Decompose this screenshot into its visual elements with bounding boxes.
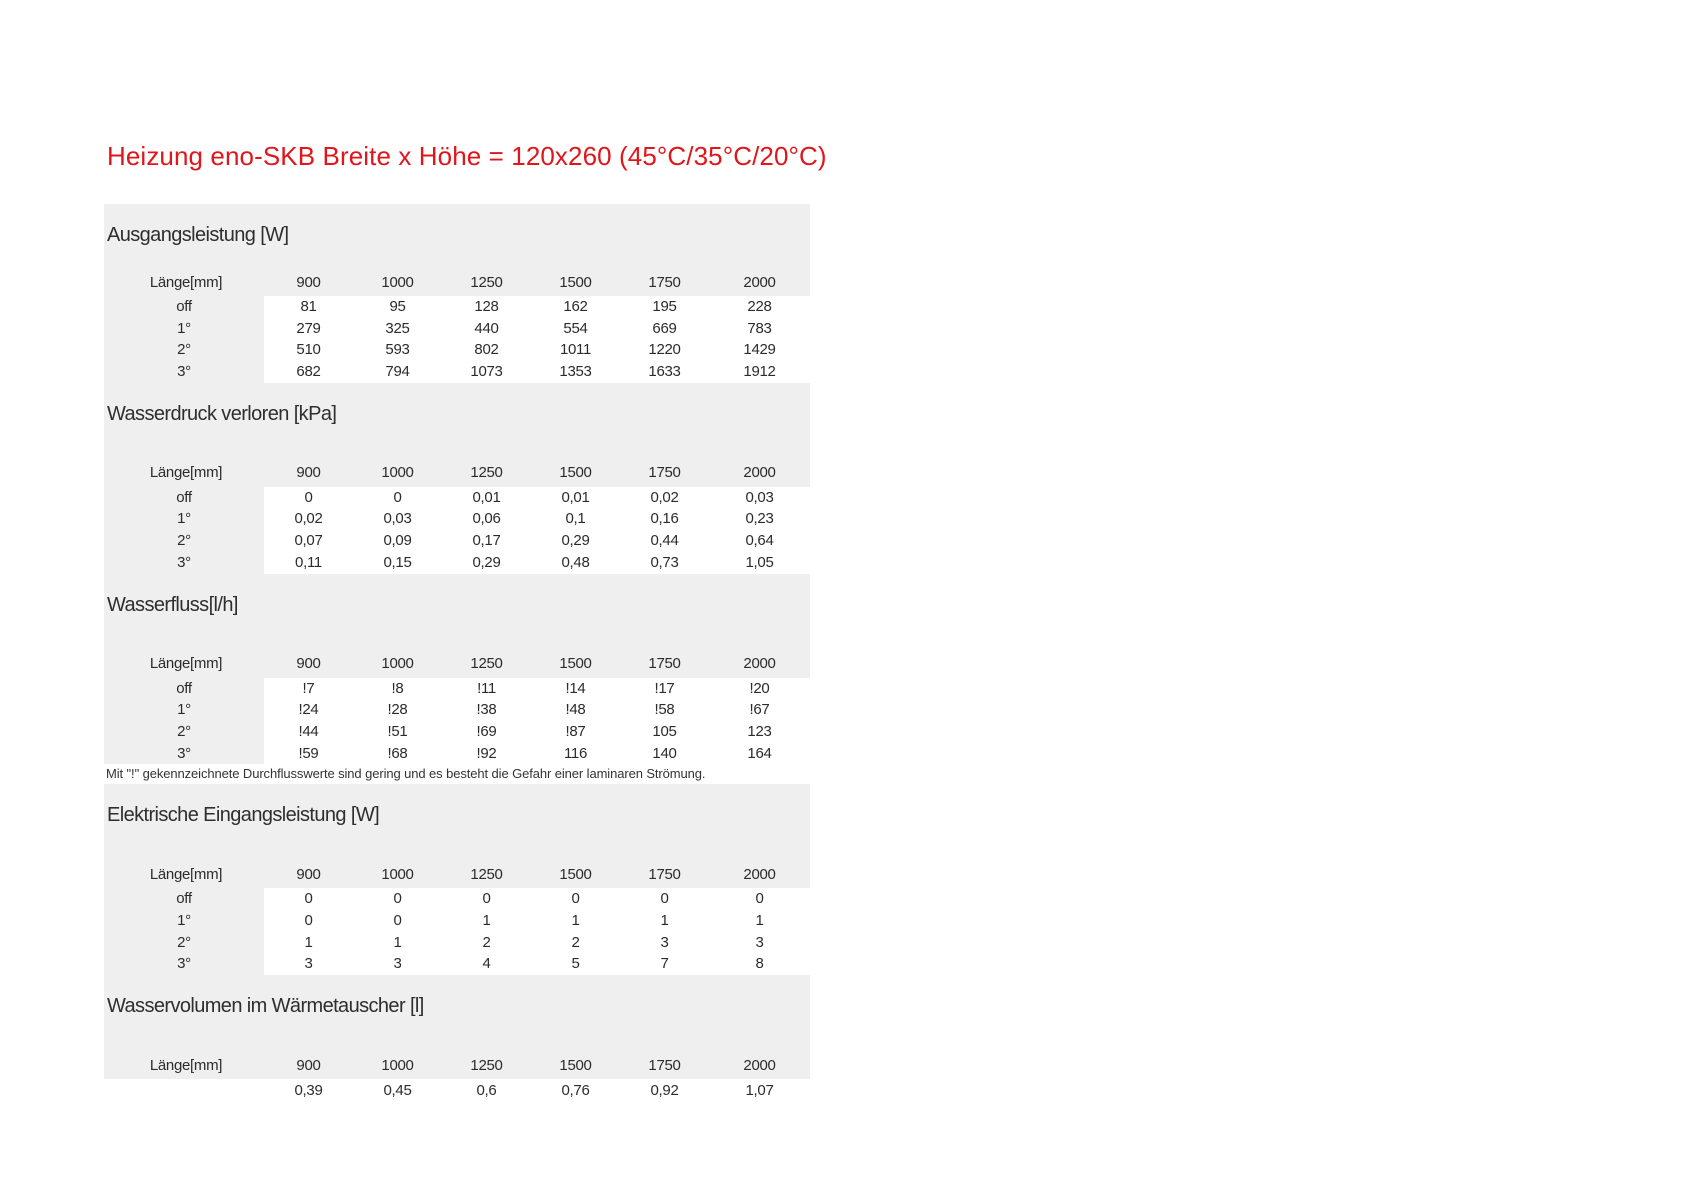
column-header: 1750: [648, 273, 681, 291]
cell: 0,03: [353, 508, 442, 530]
cell: 3: [353, 953, 442, 975]
column-header: 900: [296, 273, 321, 291]
row-label: off: [176, 890, 192, 908]
cell: 0: [353, 487, 442, 509]
cell: !58: [620, 699, 709, 721]
table-row: [104, 361, 810, 383]
cell: 440: [442, 318, 531, 340]
row-label: 2°: [177, 933, 191, 951]
cell: 0,16: [620, 508, 709, 530]
cell: !7: [264, 678, 353, 700]
column-header: 1750: [648, 655, 681, 672]
cell: 1353: [531, 361, 620, 383]
cell: 0,76: [561, 1082, 590, 1099]
column-header: 1000: [381, 1056, 414, 1074]
cell: 0,64: [709, 530, 810, 552]
row-label: off: [176, 298, 192, 315]
cell: !8: [353, 678, 442, 700]
column-header: 1250: [470, 273, 503, 291]
row-label: 2°: [177, 722, 191, 740]
table-row: [104, 953, 810, 975]
column-header: 1500: [559, 865, 592, 883]
table-row: [104, 552, 810, 574]
cell: !28: [353, 699, 442, 721]
cell: 325: [353, 318, 442, 340]
cell: 1912: [709, 361, 810, 383]
cell: 162: [531, 296, 620, 318]
data-sheet: [104, 204, 810, 1103]
cell: 3: [620, 932, 709, 954]
page-title: Heizung eno-SKB Breite x Höhe = 120x260 (45°C/35°C/20°C): [107, 141, 827, 171]
cell: 554: [531, 318, 620, 340]
cell: 510: [264, 339, 353, 361]
section-title: Wasserdruck verloren [kPa]: [107, 402, 337, 425]
cell: 0,29: [531, 530, 620, 552]
cell: 228: [709, 296, 810, 318]
section-ausgangsleistung: [104, 204, 810, 383]
header-row: [104, 268, 810, 296]
cell: !67: [709, 699, 810, 721]
cell: 1429: [709, 339, 810, 361]
table-row: [104, 339, 810, 361]
cell: 140: [620, 743, 709, 765]
header-row: [104, 860, 810, 888]
column-header: 1250: [470, 865, 503, 883]
cell: 794: [353, 361, 442, 383]
row-label: off: [176, 679, 192, 697]
cell: 0: [442, 888, 531, 910]
cell: 593: [353, 339, 442, 361]
laminar-flow-note: Mit "!" gekennzeichnete Durchflusswerte sind gering und es besteht die Gefahr einer laminaren Strömung.: [104, 764, 810, 784]
cell: 0,15: [353, 552, 442, 574]
cell: !14: [531, 678, 620, 700]
cell: 1: [709, 910, 810, 932]
table-row: [104, 530, 810, 552]
row-label: 3°: [177, 955, 191, 973]
section-wasservolumen: [104, 975, 810, 1079]
column-header: 1250: [470, 464, 503, 482]
section-title: Elektrische Eingangsleistung [W]: [107, 804, 380, 827]
column-header: 1250: [470, 655, 503, 672]
column-header: 2000: [743, 655, 776, 672]
cell: 0,39: [294, 1082, 323, 1099]
column-header: 1500: [559, 655, 592, 672]
section-wasserdruck: [104, 383, 810, 574]
section-wasserfluss: [104, 574, 810, 765]
column-header: 2000: [743, 464, 776, 482]
cell: !24: [264, 699, 353, 721]
cell: 164: [709, 743, 810, 765]
cell: 1220: [620, 339, 709, 361]
cell: !38: [442, 699, 531, 721]
header-row: [104, 650, 810, 678]
header-row: [104, 1051, 810, 1079]
row-label: 1°: [177, 911, 191, 929]
cell: 0,92: [650, 1082, 679, 1099]
cell: 0,45: [383, 1082, 412, 1099]
cell: 7: [620, 953, 709, 975]
row-label: 2°: [177, 532, 191, 550]
row-label: 1°: [177, 510, 191, 528]
row-label: 2°: [177, 341, 191, 359]
cell: 1: [353, 932, 442, 954]
table-row: [104, 678, 810, 700]
cell: 0: [264, 910, 353, 932]
column-header: 900: [296, 865, 321, 883]
cell: 0: [264, 487, 353, 509]
cell: 0,17: [442, 530, 531, 552]
cell: !51: [353, 721, 442, 743]
cell: 3: [709, 932, 810, 954]
column-header: 1250: [470, 1056, 503, 1074]
column-header: 1000: [381, 273, 414, 291]
cell: 2: [531, 932, 620, 954]
cell: 0: [353, 888, 442, 910]
cell: 0,07: [264, 530, 353, 552]
column-header: 2000: [743, 273, 776, 291]
cell: 0,6: [476, 1082, 497, 1099]
cell: 95: [353, 296, 442, 318]
cell: 0,03: [709, 487, 810, 509]
cell: 783: [709, 318, 810, 340]
cell: 279: [264, 318, 353, 340]
table-row: [104, 743, 810, 765]
cell: 3: [264, 953, 353, 975]
cell: !11: [442, 678, 531, 700]
section-title: Wasservolumen im Wärmetauscher [l]: [107, 995, 424, 1017]
cell: 0,44: [620, 530, 709, 552]
length-label: Länge[mm]: [149, 464, 223, 482]
cell: 1073: [442, 361, 531, 383]
cell: 0,11: [264, 552, 353, 574]
cell: !92: [442, 743, 531, 765]
cell: 0,06: [442, 508, 531, 530]
cell: !44: [264, 721, 353, 743]
cell: 0,73: [620, 552, 709, 574]
cell: !48: [531, 699, 620, 721]
cell: !20: [709, 678, 810, 700]
table-row: [104, 699, 810, 721]
length-label: Länge[mm]: [149, 273, 223, 291]
table-row: [104, 296, 810, 318]
cell: 0: [531, 888, 620, 910]
cell: 0,02: [264, 508, 353, 530]
cell: 1: [442, 910, 531, 932]
cell: !69: [442, 721, 531, 743]
table-row: [104, 1079, 810, 1103]
column-header: 900: [296, 464, 321, 482]
table-row: [104, 888, 810, 910]
cell: 0,02: [620, 487, 709, 509]
cell: 0,29: [442, 552, 531, 574]
column-header: 1000: [381, 464, 414, 482]
cell: !87: [531, 721, 620, 743]
cell: 1: [264, 932, 353, 954]
cell: 195: [620, 296, 709, 318]
table-row: [104, 932, 810, 954]
cell: 105: [620, 721, 709, 743]
cell: 0: [620, 888, 709, 910]
cell: 123: [709, 721, 810, 743]
column-header: 2000: [743, 1056, 776, 1074]
column-header: 1750: [648, 464, 681, 482]
cell: 1,05: [709, 552, 810, 574]
cell: 1: [531, 910, 620, 932]
cell: !17: [620, 678, 709, 700]
cell: 0,09: [353, 530, 442, 552]
column-header: 900: [296, 655, 321, 672]
cell: 81: [264, 296, 353, 318]
table-row: [104, 318, 810, 340]
column-header: 1000: [381, 655, 414, 672]
row-label: 1°: [177, 701, 191, 719]
column-header: 1500: [559, 464, 592, 482]
cell: 0,1: [531, 508, 620, 530]
column-header: 1000: [381, 865, 414, 883]
row-label: 3°: [177, 363, 191, 381]
cell: 1633: [620, 361, 709, 383]
cell: 2: [442, 932, 531, 954]
column-header: 1750: [648, 1056, 681, 1074]
header-row: [104, 459, 810, 487]
section-title: Ausgangsleistung [W]: [107, 224, 289, 246]
table-row: [104, 487, 810, 509]
column-header: 1500: [559, 273, 592, 291]
cell: 0,48: [531, 552, 620, 574]
cell: 669: [620, 318, 709, 340]
cell: 0: [709, 888, 810, 910]
cell: 116: [531, 743, 620, 765]
column-header: 1750: [648, 865, 681, 883]
row-label: 3°: [177, 744, 191, 762]
cell: 1,07: [745, 1082, 774, 1099]
table-row: [104, 910, 810, 932]
cell: 0: [264, 888, 353, 910]
cell: 8: [709, 953, 810, 975]
column-header: 1500: [559, 1056, 592, 1074]
row-label: 1°: [177, 319, 191, 337]
table-row: [104, 508, 810, 530]
length-label: Länge[mm]: [149, 865, 223, 883]
section-title: Wasserfluss[l/h]: [107, 593, 238, 616]
cell: !59: [264, 743, 353, 765]
cell: 0,01: [531, 487, 620, 509]
cell: !68: [353, 743, 442, 765]
cell: 4: [442, 953, 531, 975]
cell: 802: [442, 339, 531, 361]
table-row: [104, 721, 810, 743]
cell: 1011: [531, 339, 620, 361]
cell: 5: [531, 953, 620, 975]
cell: 0,23: [709, 508, 810, 530]
row-label: 3°: [177, 553, 191, 571]
length-label: Länge[mm]: [149, 1056, 223, 1074]
section-elektrische-eingangsleistung: [104, 784, 810, 975]
column-header: 2000: [743, 865, 776, 883]
cell: 128: [442, 296, 531, 318]
cell: 0: [353, 910, 442, 932]
column-header: 900: [296, 1056, 321, 1074]
row-label: off: [176, 488, 192, 506]
length-label: Länge[mm]: [149, 655, 223, 672]
cell: 1: [620, 910, 709, 932]
cell: 0,01: [442, 487, 531, 509]
cell: 682: [264, 361, 353, 383]
